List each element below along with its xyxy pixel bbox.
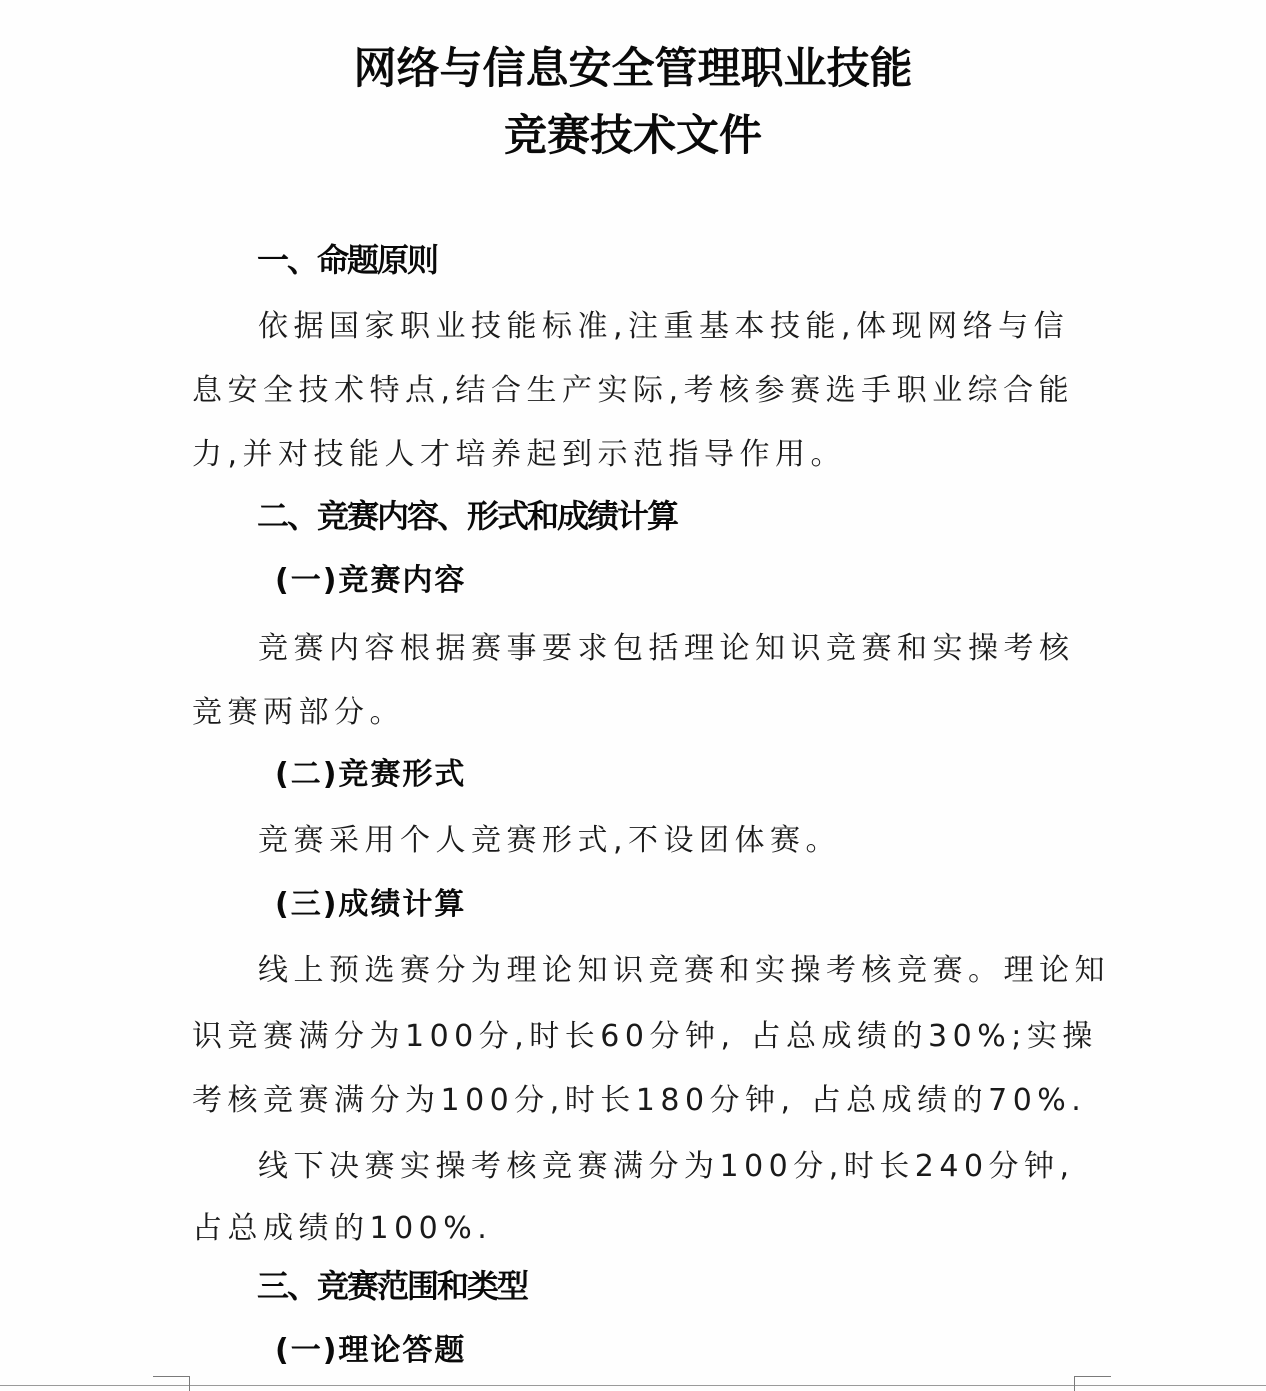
paragraph-line: 息安全技术特点,结合生产实际,考核参赛选手职业综合能 — [192, 373, 1075, 408]
paragraph-line: 力,并对技能人才培养起到示范指导作用。 — [192, 437, 847, 472]
paragraph-line: 竞赛内容根据赛事要求包括理论知识竞赛和实操考核 — [258, 631, 1075, 666]
paragraph-line: 线下决赛实操考核竞赛满分为100分,时长240分钟, — [258, 1149, 1075, 1184]
subsection-heading-format: (二)竞赛形式 — [275, 757, 467, 792]
page-margin-corner-mark-left — [153, 1376, 190, 1391]
paragraph-line: 考核竞赛满分为100分,时长180分钟, 占总成绩的70%. — [192, 1083, 1087, 1118]
section-heading-principles: 一、命题原则 — [257, 241, 438, 279]
document-title-line-2: 竞赛技术文件 — [504, 111, 762, 161]
paragraph-line: 识竞赛满分为100分,时长60分钟, 占总成绩的30%;实操 — [192, 1019, 1098, 1054]
paragraph-line: 线上预选赛分为理论知识竞赛和实操考核竞赛。理论知 — [258, 953, 1110, 988]
paragraph-line: 依据国家职业技能标准,注重基本技能,体现网络与信 — [258, 309, 1070, 344]
section-heading-scope-types: 三、竞赛范围和类型 — [257, 1267, 528, 1305]
paragraph-line: 占总成绩的100%. — [192, 1211, 493, 1246]
page-margin-corner-mark-right — [1074, 1376, 1111, 1391]
subsection-heading-content: (一)竞赛内容 — [275, 563, 467, 598]
document-title-line-1: 网络与信息安全管理职业技能 — [353, 44, 913, 94]
paragraph-line: 竞赛两部分。 — [192, 695, 405, 730]
subsection-heading-theory-questions: (一)理论答题 — [275, 1333, 467, 1368]
subsection-heading-scoring: (三)成绩计算 — [275, 887, 467, 922]
section-heading-content-format-scoring: 二、竞赛内容、形式和成绩计算 — [257, 497, 678, 535]
paragraph-line: 竞赛采用个人竞赛形式,不设团体赛。 — [258, 823, 842, 858]
